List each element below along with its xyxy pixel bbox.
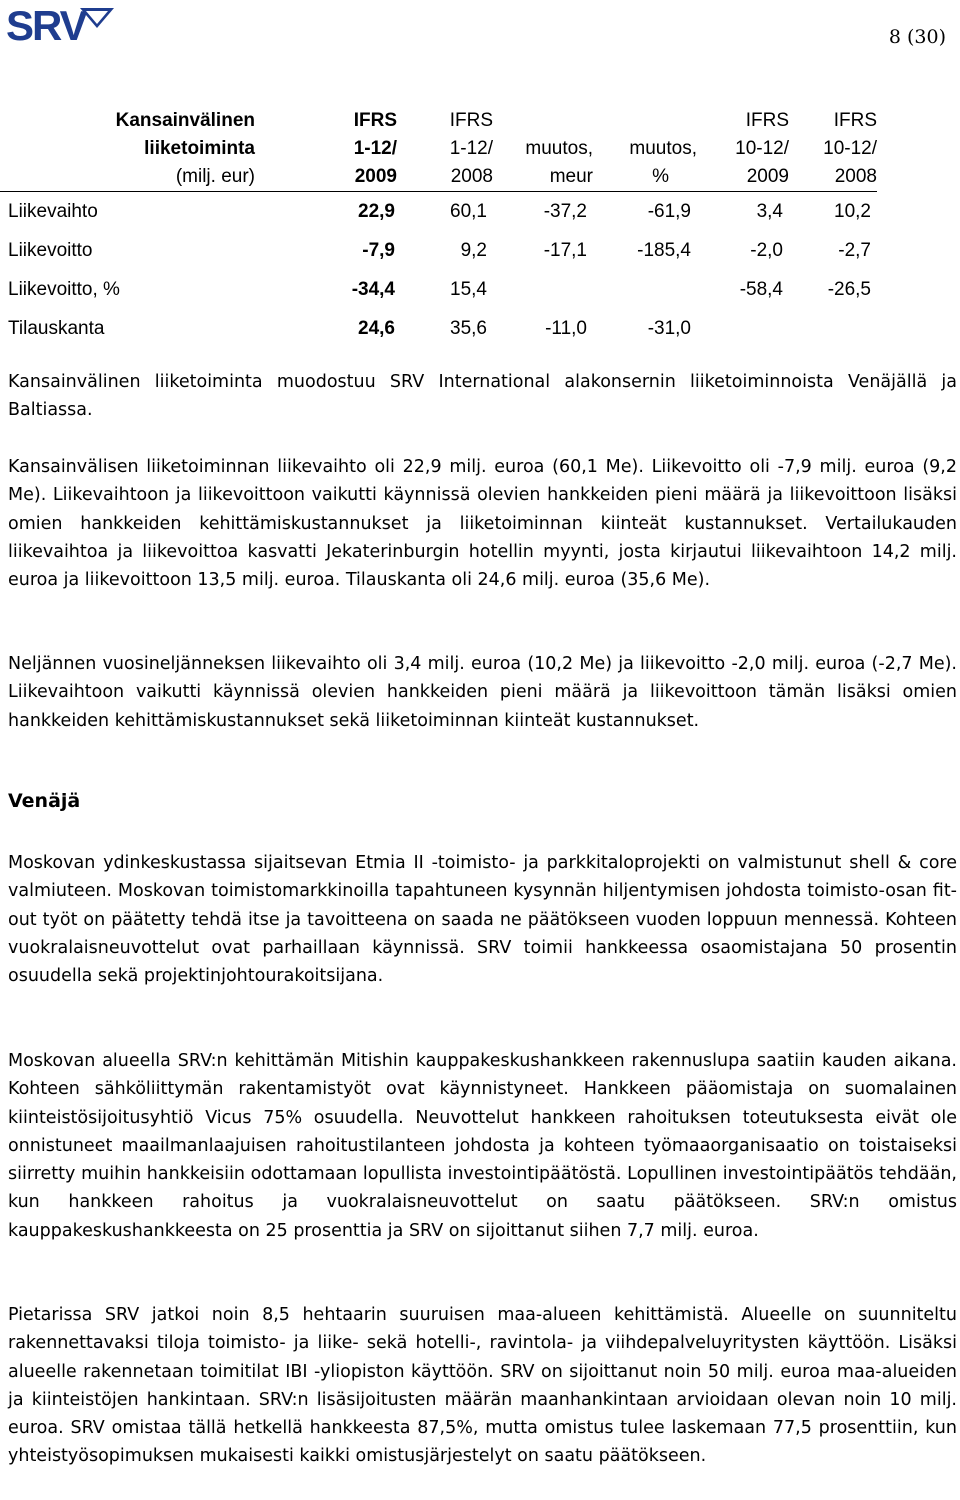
cell: -26,5 xyxy=(827,278,871,300)
page-number: 8 (30) xyxy=(888,26,946,48)
header-col-label: Kansainvälinen liiketoiminta (milj. eur) xyxy=(115,110,255,187)
cell: -11,0 xyxy=(545,317,587,339)
header-col-change-meur: muutos, meur xyxy=(525,138,593,187)
row-label: Liikevaihto xyxy=(8,200,98,222)
header-col-2008: IFRS 1-12/ 2008 xyxy=(449,110,493,187)
table-row xyxy=(0,231,877,270)
table-row xyxy=(0,192,877,232)
cell xyxy=(789,309,877,348)
row-label: Liikevoitto xyxy=(8,239,93,261)
table-row xyxy=(0,270,877,309)
cell: 15,4 xyxy=(450,278,487,300)
paragraph-mitishi: Moskovan alueella SRV:n kehittämän Mitishin kauppakeskushankkeen rakennuslupa saatiin kauden aikana. Kohteen sähköliittymän rakentamistyöt ovat käynnistyneet. Hankkeen pääomistaja on suomalainen kiinteistösijoitusyhtiö Vicus 75% osuudella. Neuvottelut hankkeen rahoituksen toteutuksesta eivät ole onnistuneet maailmanlaajuisen rahoitustilanteen johdosta ja kohteen työmaaorganisaatio on toistaiseksi siirretty muihin hankkeisiin odottamaan lopullista investointipäätöstä. Lopullinen investointipäätös tehdään, kun hankkeen rahoitus ja vuokralaisneuvottelut on saatu päätökseen. SRV:n omistus kauppakeskushankkeesta on 25 prosenttia ja SRV on sijoittanut siihen 7,7 milj. euroa. xyxy=(8,1051,957,1241)
financial-table xyxy=(0,107,877,348)
cell: 24,6 xyxy=(358,317,395,339)
paragraph-etmia: Moskovan ydinkeskustassa sijaitsevan Etmia II -toimisto- ja parkkitaloprojekti on valmistunut shell & core valmiuteen. Moskovan toimistomarkkinoilla tapahtuneen kysynnän hiljentymisen johdosta toimisto-osan fit-out työt on päätetty tehdä itse ja tavoitteena on saada ne päätökseen vuoden loppuun mennessä. Kohteen vuokralaisneuvottelut ovat parhaillaan käynnissä. SRV toimii hankkeessa osaomistajana 50 prosentin osuudella sekä projektinjohtourakoitsijana. xyxy=(8,853,957,987)
cell: -7,9 xyxy=(362,239,395,261)
cell: -34,4 xyxy=(351,278,395,300)
cell: -58,4 xyxy=(739,278,783,300)
section-heading-venaja: Venäjä xyxy=(8,790,81,812)
row-label: Tilauskanta xyxy=(8,317,105,339)
svg-text:SRV: SRV xyxy=(6,2,86,48)
cell: -2,0 xyxy=(750,239,783,261)
header-col-q4-2009: IFRS 10-12/ 2009 xyxy=(735,110,789,187)
cell xyxy=(697,309,789,348)
paragraph-revenue: Kansainvälisen liiketoiminnan liikevaihto oli 22,9 milj. euroa (60,1 Me). Liikevoitto oli -7,9 milj. euroa (9,2 Me). Liikevaihtoon ja liikevoittoon vaikutti käynnissä olevien hankkeiden pieni määrä ja liikevoittoon lisäksi omien hankkeiden kehittämiskustannukset ja liiketoiminnan kiinteät kustannukset. Vertailukauden liikevaihtoa ja liikevoittoa kasvatti Jekaterinburgin hotellin myynti, josta kirjautui liikevaihtoon 14,2 milj. euroa ja liikevoittoon 13,5 milj. euroa. Tilauskanta oli 24,6 milj. euroa (35,6 Me). xyxy=(8,457,957,591)
cell: -185,4 xyxy=(637,239,691,261)
cell: 35,6 xyxy=(450,317,487,339)
cell: -61,9 xyxy=(647,200,691,222)
cell: -37,2 xyxy=(543,200,587,222)
cell: -31,0 xyxy=(647,317,691,339)
cell: 10,2 xyxy=(834,200,871,222)
header-col-q4-2008: IFRS 10-12/ 2008 xyxy=(823,110,877,187)
header-col-2009: IFRS 1-12/ 2009 xyxy=(353,110,397,187)
row-label: Liikevoitto, % xyxy=(8,278,120,300)
table-row xyxy=(0,309,877,348)
paragraph-intro: Kansainvälinen liiketoiminta muodostuu SRV International alakonsernin liiketoiminnoista Venäjällä ja Baltiassa. xyxy=(8,372,957,421)
paragraph-pietari: Pietarissa SRV jatkoi noin 8,5 hehtaarin suuruisen maa-alueen kehittämistä. Alueelle on suunniteltu rakennettavaksi tiloja toimisto- ja liike- sekä hotelli-, ravintola- ja viihdepalveluyritysten käyttöön. Lisäksi alueelle rakennetaan toimitilat IBI -yliopiston käyttöön. SRV on sijoittanut noin 50 milj. euroa maa-alueiden ja kiinteistöjen hankintaan. SRV:n lisäsijoitusten määrän maanhankintaan arvioidaan olevan noin 10 milj. euroa. SRV omistaa tällä hetkellä hankkeesta 87,5%, mutta omistus tulee laskemaan 77,5 prosenttiin, kun yhteistyösopimuksen mukaisesti kaikki omistusjärjestelyt on saatu päätökseen. xyxy=(8,1305,957,1467)
cell: -17,1 xyxy=(543,239,587,261)
srv-logo xyxy=(6,2,116,48)
cell: -2,7 xyxy=(838,239,871,261)
cell: 3,4 xyxy=(756,200,783,222)
cell: 60,1 xyxy=(450,200,487,222)
cell xyxy=(593,270,697,309)
cell: 9,2 xyxy=(460,239,487,261)
table-header-row xyxy=(0,107,877,192)
paragraph-q4: Neljännen vuosineljänneksen liikevaihto oli 3,4 milj. euroa (10,2 Me) ja liikevoitto -2,0 milj. euroa (-2,7 Me). Liikevaihtoon vaikutti käynnissä olevien hankkeiden pieni määrä ja liikevoittoon tämän lisäksi omien hankkeiden kehittämiskustannukset sekä liiketoiminnan kiinteät kustannukset. xyxy=(8,654,957,731)
cell: 22,9 xyxy=(358,200,395,222)
cell xyxy=(493,270,593,309)
header-col-change-pct: muutos, % xyxy=(629,138,697,187)
